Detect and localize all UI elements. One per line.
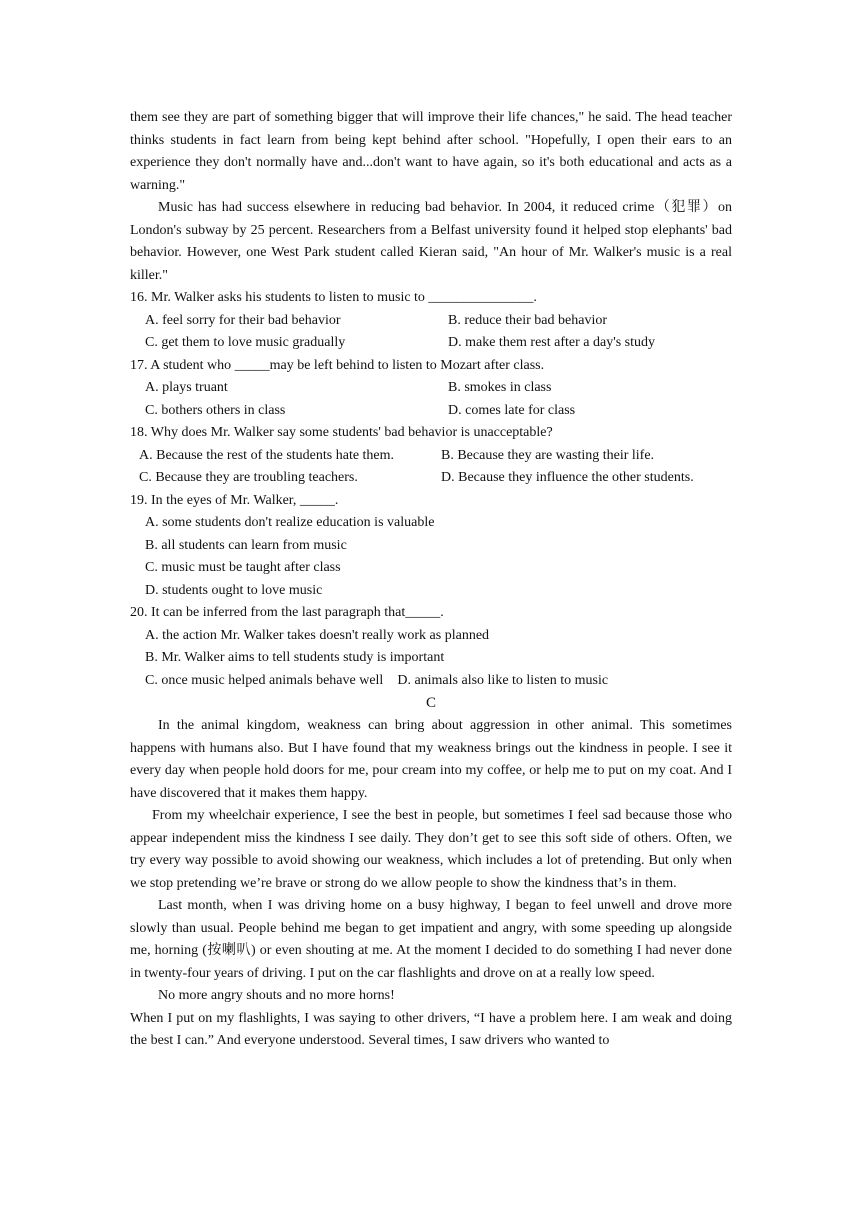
question-stem: 19. In the eyes of Mr. Walker, _____. (130, 492, 339, 508)
option-d: D. students ought to love music (145, 582, 323, 598)
passage-c-paragraph-3: Last month, when I was driving home on a busy highway, I began to feel unwell and drove more slowly than usual. People behind me began to get impatient and angry, with some speeding up alongside me, horning (按喇叭) or even shouting at me. At the moment I decided to do something I had never done in twenty-four years of driving. I put on the car flashlights and drove on at a really low speed. (130, 898, 732, 981)
option-row (130, 310, 732, 333)
option-d: D. Because they influence the other students. (441, 470, 694, 485)
exam-page (130, 107, 732, 1053)
question-stem: 18. Why does Mr. Walker say some students' bad behavior is unacceptable? (130, 425, 553, 440)
option-d: D. make them rest after a day's study (448, 335, 656, 350)
question-stem: 20. It can be inferred from the last paragraph that_____. (130, 605, 444, 620)
option-row (130, 332, 732, 355)
question-18 (130, 422, 732, 490)
passage-c-paragraph-2: From my wheelchair experience, I see the best in people, but sometimes I feel sad because those who appear independent miss the kindness I see daily. They don’t get to see this soft side of others. Often, we try every way possible to avoid showing our weakness, which includes a lot of pretending. But only when we stop pretending we’re brave or strong do we allow people to show the kindness that’s in them. (130, 808, 732, 891)
option-b: B. Mr. Walker aims to tell students study is important (145, 650, 445, 665)
passage-c-paragraph-5: When I put on my flashlights, I was saying to other drivers, “I have a problem here. I am weak and doing the best I can.” And everyone understood. Several times, I saw drivers who wanted to (130, 1010, 732, 1048)
question-stem: 16. Mr. Walker asks his students to listen to music to _______________. (130, 290, 537, 305)
option-b: B. reduce their bad behavior (448, 312, 607, 328)
passage-b-paragraph-1: them see they are part of something bigger that will improve their life chances," he said. The head teacher thinks students in fact learn from being kept behind after school. "Hopefully, I open their ears to an experience they don't normally have and...don't want to have again, so it's both educational and acts as a warning." (130, 110, 732, 193)
option-a: A. some students don't realize education is valuable (145, 515, 435, 530)
option-cd-row (130, 670, 732, 693)
question-19 (130, 490, 732, 603)
question-17 (130, 355, 732, 423)
passage-b-paragraph-2: Music has had success elsewhere in reducing bad behavior. In 2004, it reduced crime（犯罪）on London's subway by 25 percent. Researchers from a Belfast university found it helped stop elephants' bad behavior. However, one West Park student called Kieran said, "An hour of Mr. Walker's music is a real killer." (130, 200, 732, 283)
option-row (130, 400, 732, 423)
option-c: C. get them to love music gradually (145, 335, 346, 350)
question-stem: 17. A student who _____may be left behind to listen to Mozart after class. (130, 357, 545, 373)
option-b: B. smokes in class (448, 380, 552, 395)
passage-c-paragraph-1: In the animal kingdom, weakness can bring about aggression in other animal. This sometimes happens with humans also. But I have found that my weakness brings out the kindness in people. I see it every day when people hold doors for me, pour cream into my coffee, or help me to put on my coat. And I have discovered that it makes them happy. (130, 718, 732, 801)
option-row (130, 445, 732, 468)
option-c: C. once music helped animals behave well (145, 672, 384, 688)
option-c: C. bothers others in class (145, 402, 286, 418)
option-b: B. all students can learn from music (145, 537, 347, 553)
section-heading: C (425, 695, 436, 711)
option-b: B. Because they are wasting their life. (441, 447, 655, 463)
option-a: A. Because the rest of the students hate them. (139, 447, 395, 463)
option-c: C. Because they are troubling teachers. (139, 470, 358, 485)
option-a: A. feel sorry for their bad behavior (145, 312, 341, 328)
option-a: A. the action Mr. Walker takes doesn't really work as planned (145, 627, 490, 643)
option-row (130, 377, 732, 400)
option-a: A. plays truant (145, 380, 228, 395)
question-16 (130, 287, 732, 355)
option-d: D. comes late for class (448, 402, 576, 418)
option-row (130, 467, 732, 490)
question-20 (130, 602, 732, 692)
option-c: C. music must be taught after class (145, 560, 341, 575)
option-d: D. animals also like to listen to music (397, 672, 609, 688)
passage-c-paragraph-4: No more angry shouts and no more horns! (158, 988, 395, 1003)
